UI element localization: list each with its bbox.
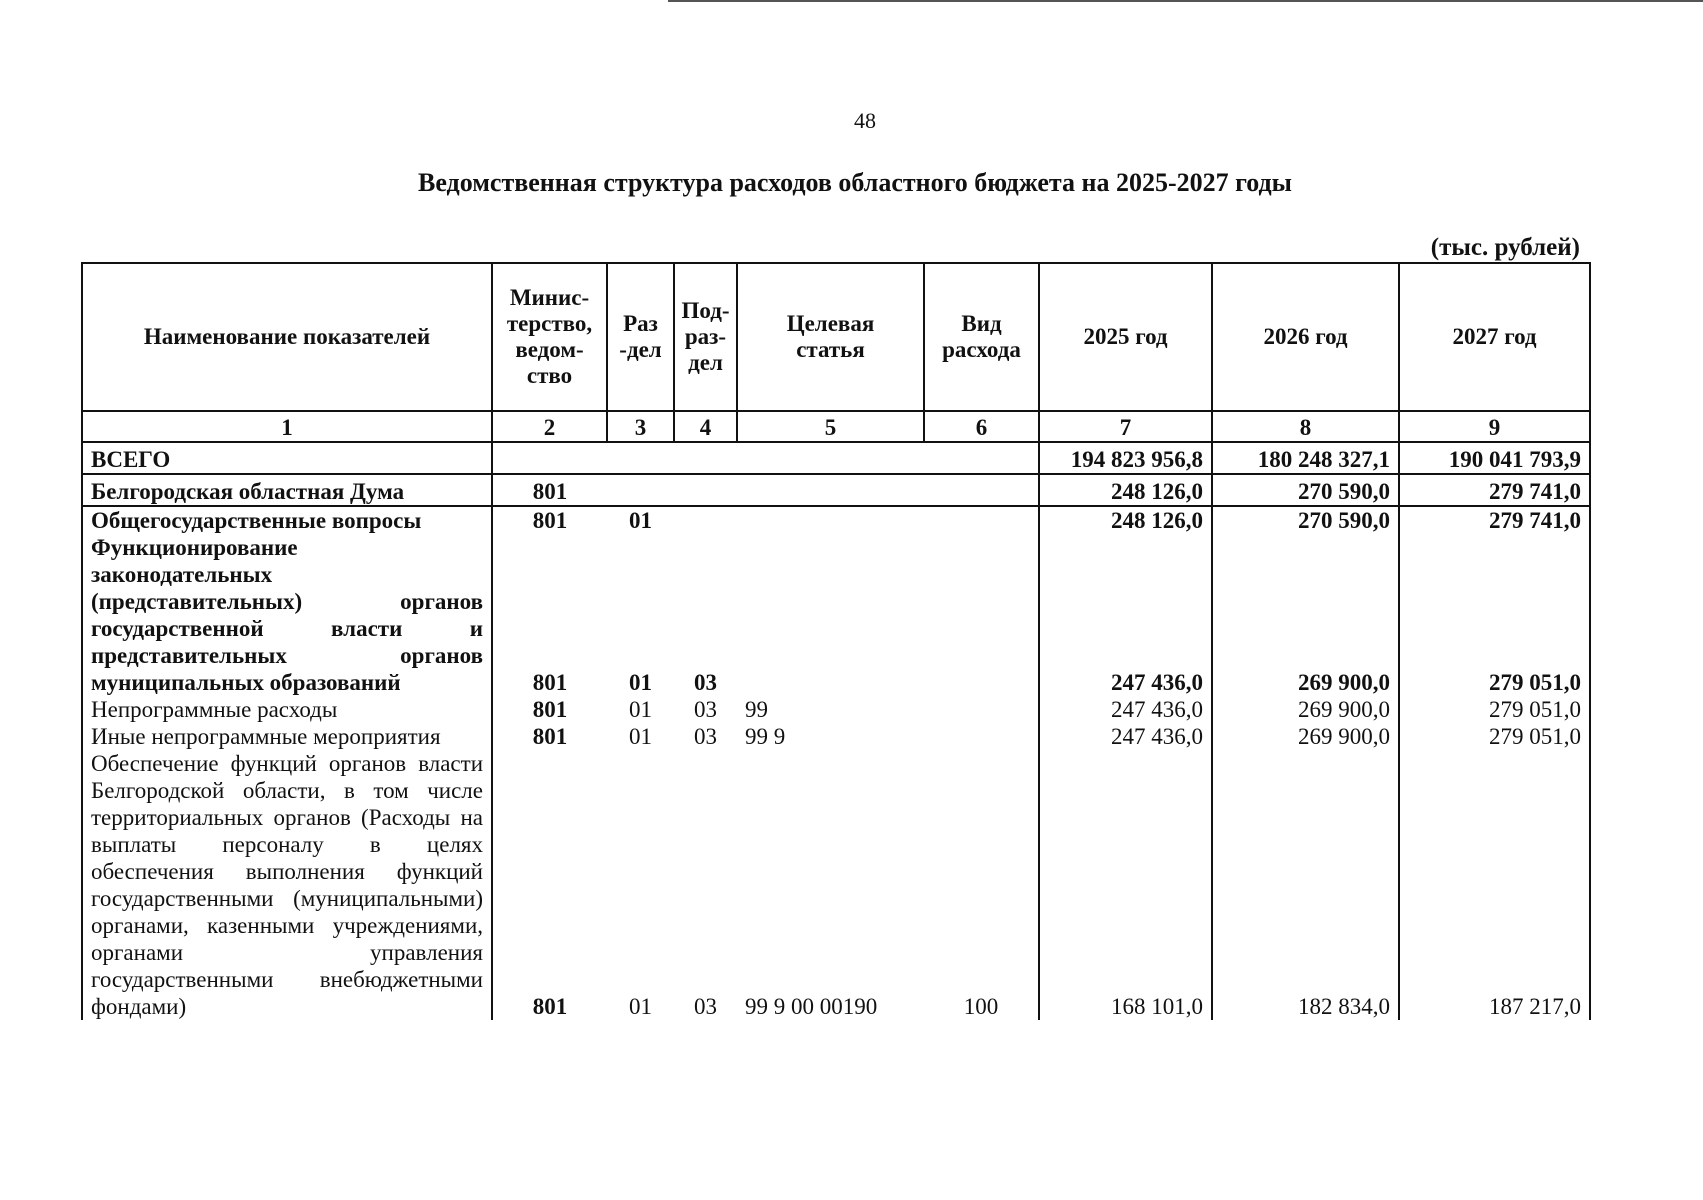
row-article: 99 9 00 00190 [745,994,878,1019]
units-label: (тыс. рублей) [1430,234,1580,261]
column-number: 1 [82,411,492,442]
row-name: Обеспечение функций органов власти Белгородской области, в том числе территориальных органов (Расходы на выплаты персоналу в целях обеспечения выполнения функций государственными (муниципальными) органами, казенными учреждениями, органами управления государственными внебюджетными фондами) [82,750,492,1020]
row-value-2027: 279 051,0 [1399,696,1590,723]
row-name: Иные непрограммные мероприятия [82,723,492,750]
row-value-2026: 269 900,0 [1212,696,1399,723]
header-ministry: Минис- терство, ведом- ство [492,263,607,411]
row-value-2025: 248 126,0 [1039,474,1212,506]
row-section: 01 [629,508,652,533]
header-year-2025: 2025 год [1039,263,1212,411]
row-article [737,506,924,534]
table-row [82,534,1590,696]
column-number: 8 [1212,411,1399,442]
column-number: 4 [674,411,737,442]
row-subsection: 03 [694,670,717,695]
row-ministry: 801 [492,506,607,534]
row-section: 01 [629,724,652,749]
row-kind [924,696,1039,723]
row-article [737,534,924,696]
row-value-2027: 190 041 793,9 [1399,442,1590,474]
document-title: Ведомственная структура расходов областного бюджета на 2025-2027 годы [418,168,1292,197]
header-target-article: Целевая статья [737,263,924,411]
page-number: 48 [854,108,876,133]
row-ministry: 801 [492,696,607,723]
row-section: 01 [629,697,652,722]
table-row [82,442,1590,474]
row-kind [924,534,1039,696]
row-section: 01 [629,670,652,695]
table-row [82,696,1590,723]
header-expense-kind: Вид расхода [924,263,1039,411]
row-kind [924,506,1039,534]
row-value-2027: 279 051,0 [1399,534,1590,696]
row-value-2026: 182 834,0 [1212,750,1399,1020]
row-section: 01 [629,994,652,1019]
row-subsection [674,474,737,506]
column-number: 7 [1039,411,1212,442]
header-subsection: Под- раз- дел [674,263,737,411]
row-kind [924,723,1039,750]
row-name: Функционирование законодательных (представительных) органов государственной власти и представительных органов муниципальных образований [82,534,492,696]
row-name: Белгородская областная Дума [82,474,492,506]
row-ministry: 801 [492,474,607,506]
row-name: Непрограммные расходы [82,696,492,723]
row-kind: 100 [924,750,1039,1020]
row-value-2025: 248 126,0 [1039,506,1212,534]
row-codes-empty [492,442,1039,474]
column-number: 5 [737,411,924,442]
row-article: 99 9 [745,724,786,749]
table-row [82,474,1590,506]
row-subsection [674,506,737,534]
column-numbers-row [82,411,1590,442]
row-ministry: 801 [492,534,607,696]
row-value-2026: 270 590,0 [1212,506,1399,534]
row-value-2027: 187 217,0 [1399,750,1590,1020]
row-article [737,474,924,506]
row-value-2025: 247 436,0 [1039,696,1212,723]
column-number: 3 [607,411,674,442]
row-name: ВСЕГО [82,442,492,474]
top-rule [668,0,1703,2]
table-row [82,723,1590,750]
header-indicator-name: Наименование показателей [82,263,492,411]
row-ministry: 801 [492,750,607,1020]
row-value-2025: 194 823 956,8 [1039,442,1212,474]
row-value-2026: 269 900,0 [1212,723,1399,750]
row-article: 99 [745,697,768,722]
row-subsection: 03 [694,994,717,1019]
column-number: 2 [492,411,607,442]
table-row [82,506,1590,534]
row-subsection: 03 [694,724,717,749]
table-header [82,263,1590,411]
column-number: 9 [1399,411,1590,442]
row-value-2027: 279 741,0 [1399,506,1590,534]
row-ministry: 801 [492,723,607,750]
row-value-2026: 180 248 327,1 [1212,442,1399,474]
row-kind [924,474,1039,506]
row-name: Общегосударственные вопросы [82,506,492,534]
header-year-2027: 2027 год [1399,263,1590,411]
row-value-2026: 269 900,0 [1212,534,1399,696]
row-value-2025: 247 436,0 [1039,723,1212,750]
row-value-2026: 270 590,0 [1212,474,1399,506]
row-value-2027: 279 741,0 [1399,474,1590,506]
table-body [82,411,1590,1020]
row-section [607,474,674,506]
row-subsection: 03 [694,697,717,722]
row-value-2027: 279 051,0 [1399,723,1590,750]
budget-table [81,262,1591,1020]
row-value-2025: 168 101,0 [1039,750,1212,1020]
table-row [82,750,1590,1020]
header-year-2026: 2026 год [1212,263,1399,411]
row-value-2025: 247 436,0 [1039,534,1212,696]
header-section: Раз -дел [607,263,674,411]
column-number: 6 [924,411,1039,442]
